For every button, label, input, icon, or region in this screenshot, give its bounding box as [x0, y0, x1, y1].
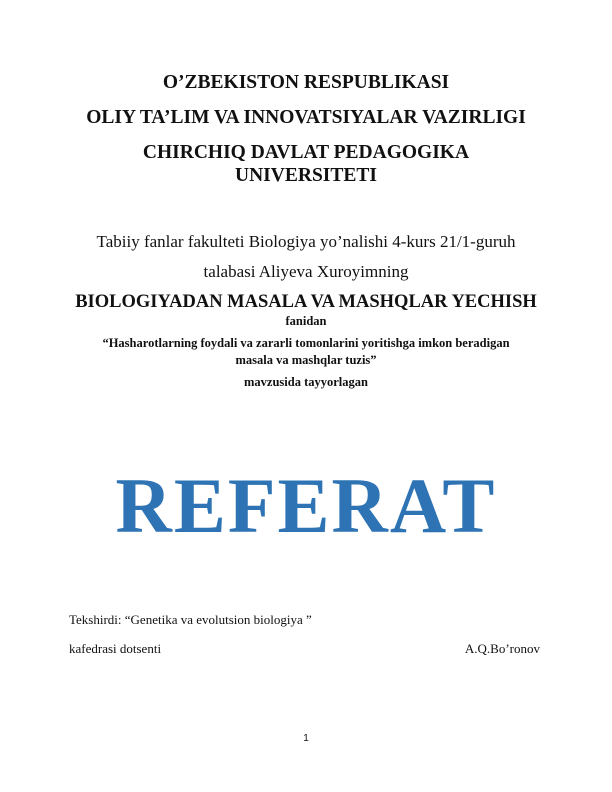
topic-line2: masala va mashqlar tuzis” — [235, 353, 377, 367]
student-info-line1: Tabiiy fanlar fakulteti Biologiya yo’nalishi 4-kurs 21/1-guruh — [96, 232, 516, 251]
university-heading-line1: CHIRCHIQ DAVLAT PEDAGOGIKA — [142, 142, 470, 163]
republic-heading: O’ZBEKISTON RESPUBLIKASI — [162, 72, 450, 93]
page-number: 1 — [303, 733, 309, 744]
topic-line1: “Hasharotlarning foydali va zararli tomonlarini yoritishga imkon beradigan — [102, 336, 510, 350]
document-type-title: REFERAT — [115, 462, 497, 549]
reviewer-position: kafedrasi dotsenti — [69, 641, 162, 656]
subject-suffix: fanidan — [285, 314, 327, 328]
reviewer-name: A.Q.Bo’ronov — [464, 641, 540, 656]
university-heading-line2: UNIVERSITETI — [235, 165, 377, 186]
ministry-heading: OLIY TA’LIM VA INNOVATSIYALAR VAZIRLIGI — [86, 107, 526, 128]
topic-line3: mavzusida tayyorlagan — [244, 375, 368, 389]
subject-title: BIOLOGIYADAN MASALA VA MASHQLAR YECHISH — [75, 292, 537, 312]
reviewer-line: Tekshirdi: “Genetika va evolutsion biologiya ” — [69, 612, 312, 627]
student-info-line2: talabasi Aliyeva Xuroyimning — [203, 262, 409, 281]
